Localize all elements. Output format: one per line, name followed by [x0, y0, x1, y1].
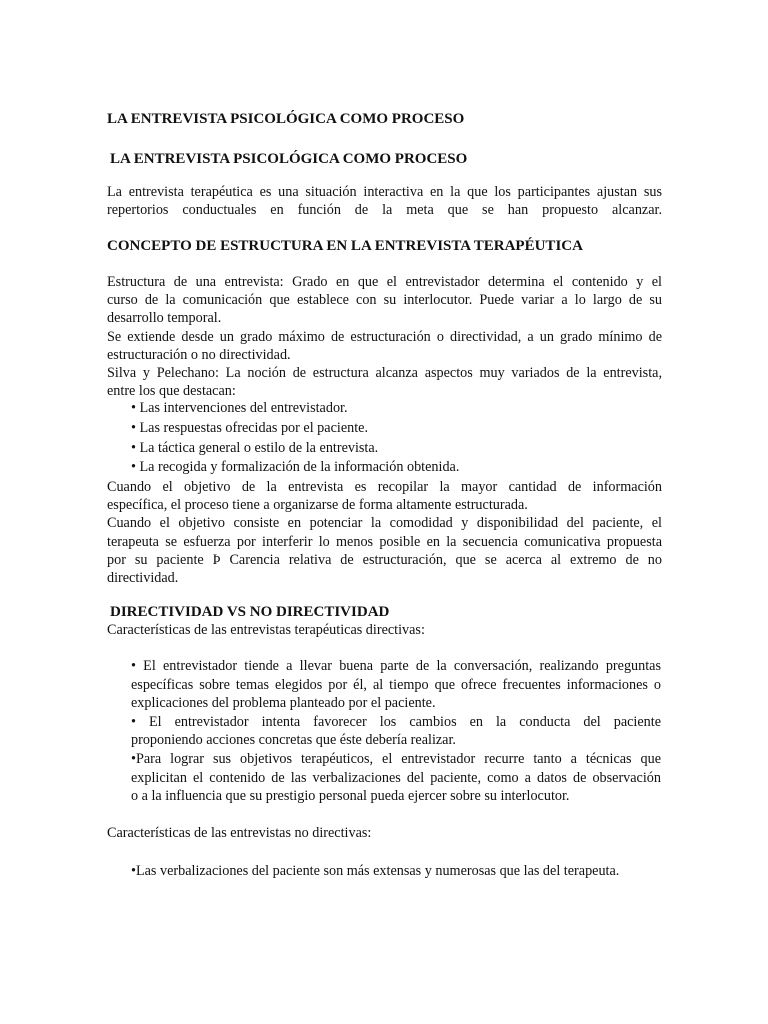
- text-line: específica, el proceso tiene a organizarse de forma altamente estructurada.: [107, 497, 528, 514]
- text-line: Cuando el objetivo de la entrevista es recopilar la mayor cantidad de información: [107, 479, 662, 495]
- section-heading-structure: CONCEPTO DE ESTRUCTURA EN LA ENTREVISTA TERAPÉUTICA: [107, 238, 583, 254]
- text-line: Cuando el objetivo consiste en potenciar la comodidad y disponibilidad del paciente, el: [107, 515, 662, 532]
- document-title: LA ENTREVISTA PSICOLÓGICA COMO PROCESO: [107, 111, 465, 127]
- text-line: desarrollo temporal.: [107, 310, 222, 327]
- text-line: entre los que destacan:: [107, 383, 236, 400]
- intro-paragraph: [107, 183, 662, 219]
- text-line: curso de la comunicación que establece con su interlocutor. Puede variar a lo largo de su: [107, 292, 662, 309]
- nondirective-intro: Características de las entrevistas no directivas:: [107, 825, 372, 841]
- text-line: explicitan el contenido de las verbalizaciones del paciente, como a datos de observación: [131, 769, 661, 786]
- section-subtitle: LA ENTREVISTA PSICOLÓGICA COMO PROCESO: [110, 151, 468, 167]
- list-item: • La táctica general o estilo de la entrevista.: [131, 439, 379, 456]
- text-line: específicas sobre temas elegidos por él, al tiempo que ofrece frecuentes informaciones o: [131, 676, 661, 693]
- text-line: La entrevista terapéutica es una situación interactiva en la que los participantes ajustan sus: [107, 184, 662, 200]
- text-line: estructuración o no directividad.: [107, 346, 291, 363]
- structure-definition-paragraph: [107, 273, 662, 400]
- text-line: Se extiende desde un grado máximo de estructuración o directividad, a un grado mínimo de: [107, 328, 662, 345]
- directive-intro: Características de las entrevistas terapéuticas directivas:: [107, 622, 425, 638]
- text-line: repertorios conductuales en función de la meta que se han propuesto alcanzar.: [107, 202, 662, 219]
- section-heading-directivity: DIRECTIVIDAD VS NO DIRECTIVIDAD: [110, 604, 390, 620]
- text-line: directividad.: [107, 570, 179, 587]
- structure-aspects-list: [131, 399, 661, 477]
- text-line: o a la influencia que su prestigio personal pueda ejercer sobre su interlocutor.: [131, 788, 570, 805]
- list-item: •Las verbalizaciones del paciente son más extensas y numerosas que las del terapeuta.: [131, 863, 620, 879]
- text-line: • El entrevistador intenta favorecer los cambios en la conducta del paciente: [131, 713, 661, 730]
- list-item: • Las respuestas ofrecidas por el paciente.: [131, 419, 368, 436]
- text-line: por su paciente Þ Carencia relativa de estructuración, que se acerca al extremo de no: [107, 551, 662, 568]
- text-line: •Para lograr sus objetivos terapéuticos, el entrevistador recurre tanto a técnicas que: [131, 750, 661, 767]
- nondirective-characteristics-list: [131, 862, 661, 880]
- text-line: explicaciones del problema planteado por el paciente.: [131, 695, 436, 712]
- text-line: • El entrevistador tiende a llevar buena parte de la conversación, realizando preguntas: [131, 658, 661, 674]
- text-line: terapeuta se esfuerza por interferir lo menos posible en la secuencia comunicativa propuesta: [107, 533, 662, 550]
- text-line: Estructura de una entrevista: Grado en que el entrevistador determina el contenido y el: [107, 274, 662, 290]
- objective-paragraphs: [107, 478, 662, 587]
- directive-characteristics-list: [131, 657, 661, 806]
- text-line: Silva y Pelechano: La noción de estructura alcanza aspectos muy variados de la entrevista,: [107, 365, 662, 382]
- list-item: • Las intervenciones del entrevistador.: [131, 400, 348, 416]
- text-line: proponiendo acciones concretas que éste debería realizar.: [131, 732, 456, 749]
- list-item: • La recogida y formalización de la información obtenida.: [131, 459, 460, 476]
